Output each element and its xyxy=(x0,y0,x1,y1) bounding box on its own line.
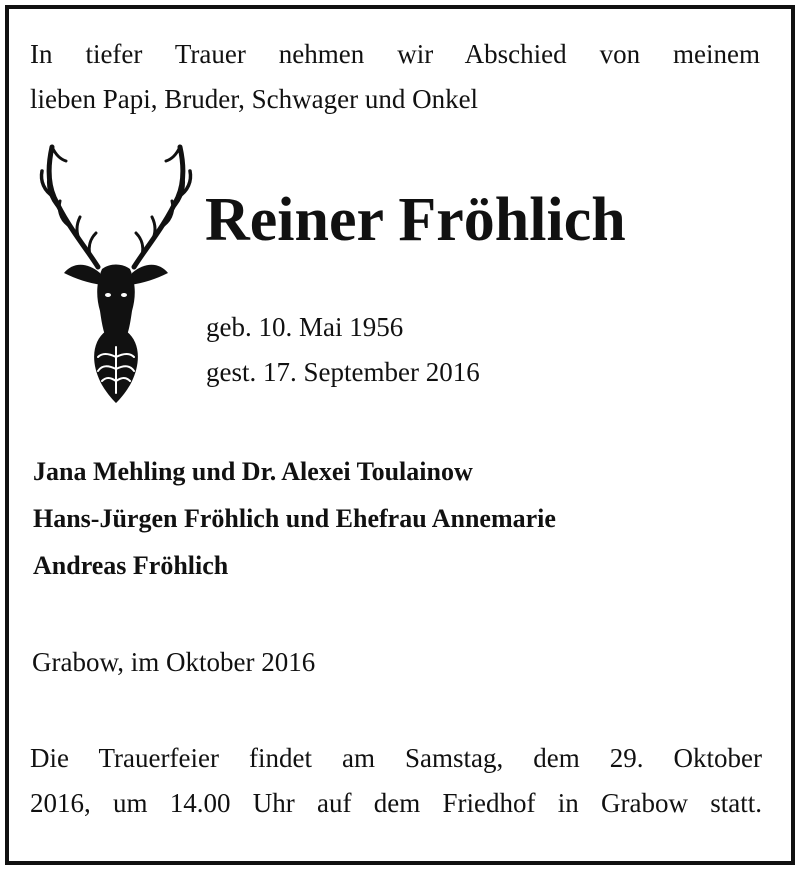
life-dates xyxy=(206,305,480,395)
deceased-name: Reiner Fröhlich xyxy=(205,186,626,254)
intro-text xyxy=(30,32,760,122)
intro-line-2: lieben Papi, Bruder, Schwager und Onkel xyxy=(30,84,479,114)
birth-date: geb. 10. Mai 1956 xyxy=(206,312,404,342)
stag-head-icon xyxy=(36,135,196,405)
death-date: gest. 17. September 2016 xyxy=(206,357,480,387)
mourner-line: Jana Mehling und Dr. Alexei Toulainow xyxy=(33,457,473,486)
ceremony-notice xyxy=(30,736,762,826)
intro-line-1: In tiefer Trauer nehmen wir Abschied von meinem xyxy=(30,39,760,69)
place-date: Grabow, im Oktober 2016 xyxy=(32,647,316,677)
ceremony-line-2: 2016, um 14.00 Uhr auf dem Friedhof in Grabow statt. xyxy=(30,788,762,818)
mourners-list xyxy=(33,448,556,589)
mourner-line: Hans-Jürgen Fröhlich und Ehefrau Annemarie xyxy=(33,504,556,533)
ceremony-line-1: Die Trauerfeier findet am Samstag, dem 29. Oktober xyxy=(30,743,762,773)
mourner-line: Andreas Fröhlich xyxy=(33,551,229,580)
